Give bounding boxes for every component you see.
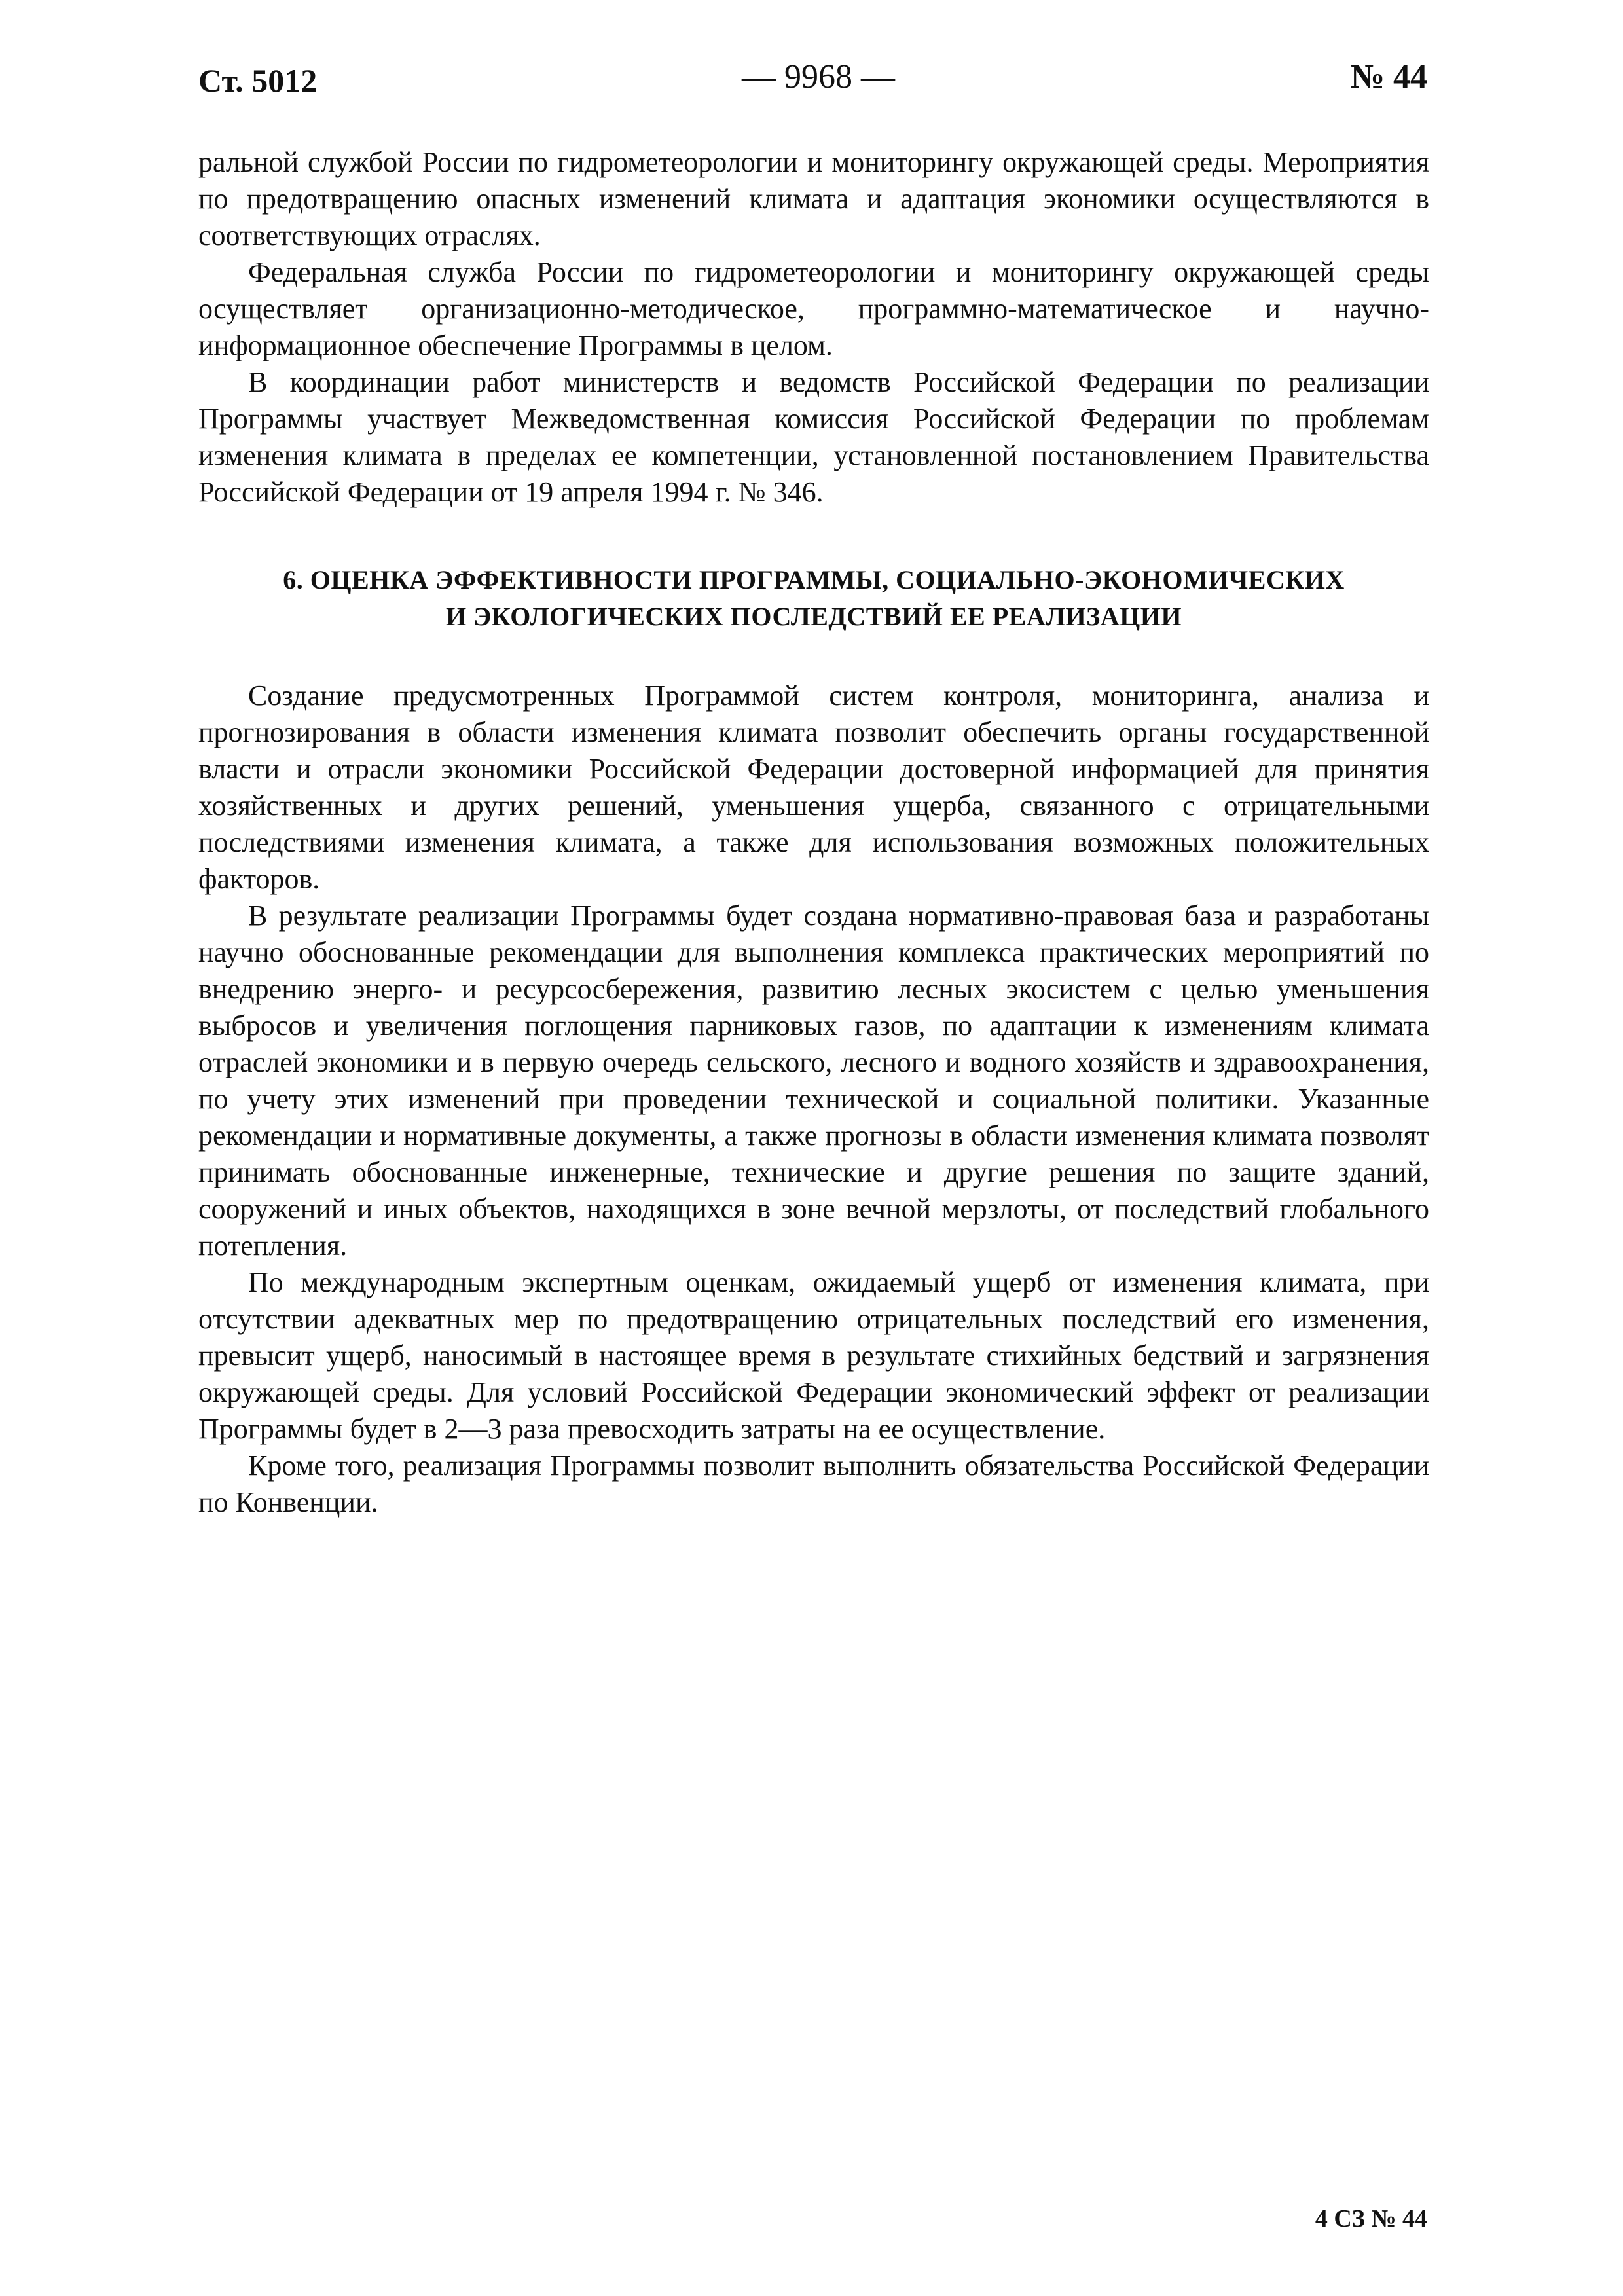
paragraph: Федеральная служба России по гидрометеорологии и мониторингу окружающей среды осуществляет организационно-методическое, программно-математическое и научно-информационное обеспечение Программы в целом. (198, 256, 1429, 361)
section-heading-line: 6. ОЦЕНКА ЭФФЕКТИВНОСТИ ПРОГРАММЫ, СОЦИАЛЬНО-ЭКОНОМИЧЕСКИХ (283, 565, 1345, 594)
paragraph: Создание предусмотренных Программой систем контроля, мониторинга, анализа и прогнозирования в области изменения климата позволит обеспечить органы государственной власти и отрасли экономики Российской Федерации достоверной информацией для принятия хозяйственных и других решений, уменьшения ущерба, связанного с отрицательными последствиями изменения климата, а также для использования возможных положительных факторов. (198, 680, 1429, 895)
intro-text (198, 144, 1429, 511)
paragraph: В координации работ министерств и ведомств Российской Федерации по реализации Программы участвует Межведомственная комиссия Российской Федерации по проблемам изменения климата в пределах ее компетенции, установленной постановлением Правительства Российской Федерации от 19 апреля 1994 г. № 346. (198, 366, 1429, 508)
article-number: Ст. 5012 (198, 62, 318, 99)
paragraph: По международным экспертным оценкам, ожидаемый ущерб от изменения климата, при отсутствии адекватных мер по предотвращению отрицательных последствий его изменения, превысит ущерб, наносимый в настоящее время в результате стихийных бедствий и загрязнения окружающей среды. Для условий Российской Федерации экономический эффект от реализации Программы будет в 2—3 раза превосходить затраты на ее осуществление. (198, 1266, 1429, 1445)
section-heading (198, 562, 1429, 635)
page-number: — 9968 — (742, 58, 895, 96)
issue-number: № 44 (1350, 58, 1427, 96)
signature-code: 4 СЗ № 44 (1315, 2205, 1427, 2232)
section-heading-line: И ЭКОЛОГИЧЕСКИХ ПОСЛЕДСТВИЙ ЕЕ РЕАЛИЗАЦИИ (446, 602, 1182, 631)
section-text (198, 678, 1429, 1521)
paragraph: Кроме того, реализация Программы позволит выполнить обязательства Российской Федерации по Конвенции. (198, 1449, 1429, 1518)
paragraph: В результате реализации Программы будет создана нормативно-правовая база и разработаны научно обоснованные рекомендации для выполнения комплекса практических мероприятий по внедрению энерго- и ресурсосбережения, развитию лесных экосистем с целью уменьшения выбросов и увеличения поглощения парниковых газов, по адаптации к изменениям климата отраслей экономики и в первую очередь сельского, лесного и водного хозяйств и здравоохранения, по учету этих изменений при проведении технической и социальной политики. Указанные рекомендации и нормативные документы, а также прогнозы в области изменения климата позволят принимать обоснованные инженерные, технические и другие решения по защите зданий, сооружений и иных объектов, находящихся в зоне вечной мерзлоты, от последствий глобального потепления. (198, 900, 1429, 1262)
paragraph: ральной службой России по гидрометеорологии и мониторингу окружающей среды. Мероприятия по предотвращению опасных изменений климата и адаптация экономики осуществляются в соответствующих отраслях. (198, 146, 1429, 251)
